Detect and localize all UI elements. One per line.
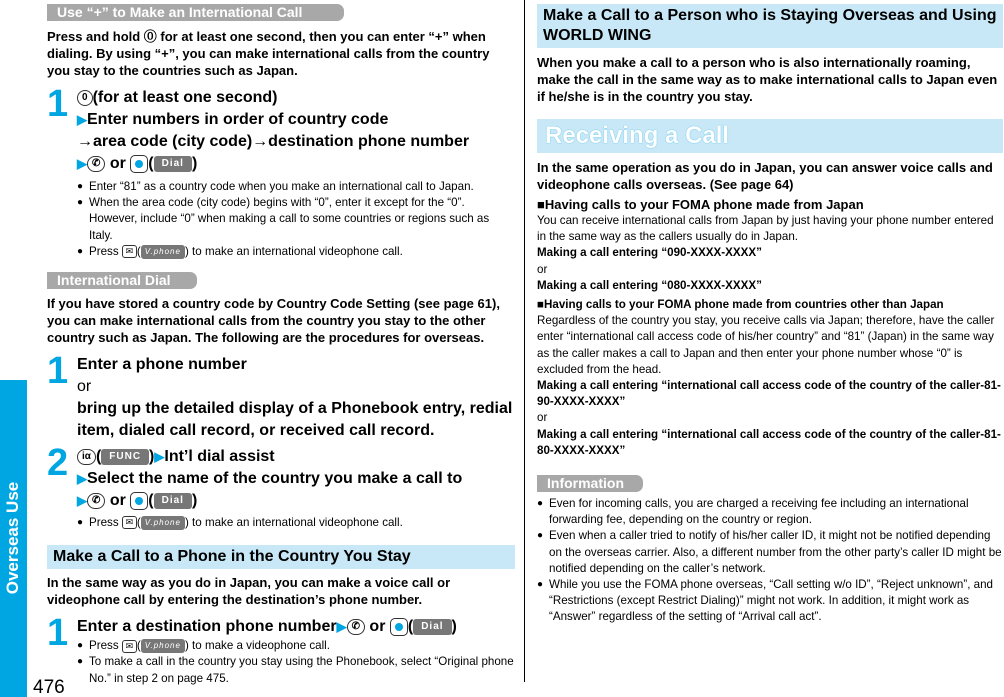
arrow-icon: ▶ (154, 449, 165, 465)
dial-softkey-icon: Dial (154, 493, 192, 509)
bullet: ● Press ✉ ( V.phone ) to make a videophone call. (77, 638, 515, 654)
bullet: ● To make a call in the country you stay using the Phonebook, select “Original phone No.” in step 2 on page 475. (77, 654, 515, 686)
example-line: Making a call entering “international call access code of the country of the caller-81-80-XXXX-XXXX” (537, 427, 1001, 457)
vphone-softkey-icon: V.phone (141, 245, 185, 259)
section-intro: Press and hold ⓪ for at least one second, then you can enter “+” when dialing. By using “+”, you can make international calls from the country you stay to the countries such as Japan. (47, 29, 490, 78)
bullet-text: Press (89, 516, 122, 530)
step-text: (for at least one second) (92, 89, 278, 106)
bullet: ● Even when a caller tried to notify of his/her caller ID, it might not be notified depending on the overseas carrier. Also, a different number from the other party’s caller ID might be notified depending on the caller’s network. (537, 528, 1003, 577)
page-number: 476 (33, 677, 65, 697)
column-divider (524, 0, 525, 682)
or-text: or (109, 492, 126, 510)
section-heading-world-wing: Make a Call to a Person who is Staying Overseas and Using WORLD WING (537, 4, 1003, 48)
arrow-icon: ▶ (77, 471, 87, 487)
section-intro: If you have stored a country code by Country Code Setting (see page 61), you can make international calls from the country you stay to the other country such as Japan. The following are the procedures for overseas. (47, 296, 500, 346)
mail-key-icon: ✉ (122, 245, 137, 258)
vphone-softkey-icon: V.phone (141, 516, 185, 530)
side-tab-label: Overseas Use (3, 481, 22, 595)
step-number: 2 (47, 442, 69, 485)
call-key-icon: ✆ (87, 156, 105, 172)
zero-key-icon: 0 (77, 90, 93, 106)
func-softkey-icon: FUNC (101, 449, 149, 465)
mail-key-icon: ✉ (122, 640, 137, 653)
bullet: ● Press ✉ ( V.phone ) to make an international videophone call. (77, 244, 515, 260)
vphone-softkey-icon: V.phone (141, 639, 185, 653)
info-heading: Information (537, 475, 643, 492)
center-key-icon (130, 492, 148, 510)
section-heading-country-stay: Make a Call to a Phone in the Country You Stay (47, 545, 515, 569)
arrow-icon: ▶ (77, 493, 87, 509)
bullet-text: Press (89, 639, 122, 653)
mail-key-icon: ✉ (122, 516, 137, 529)
or-text: or (537, 262, 548, 276)
paragraph: Regardless of the country you stay, you receive calls via Japan; therefore, have the caller enter “international call access code of his/her country” and “81” (Japan) in the same way as the caller makes a call to Japan and then enter your phone number whose “0” is excluded from the head. (537, 314, 995, 376)
arrow-icon: ▶ (77, 112, 87, 127)
step-text: Select the name of the country you make a call to (87, 470, 463, 488)
subheading: ■Having calls to your FOMA phone made from Japan (537, 197, 864, 212)
step-number: 1 (47, 83, 69, 125)
step-number: 1 (47, 350, 69, 393)
right-column (537, 0, 1003, 626)
i-mode-key-icon: iα (77, 449, 96, 465)
example-line: Making a call entering “080-XXXX-XXXX” (537, 278, 762, 292)
step-1: 1 Enter a destination phone number▶ ✆ or ( Dial ) ● Press ✉ ( V.phone ) to make a videophone call. ● To make a call in the country you stay using the Phonebook, select “Original phone No.” in step 2 on page 475. (47, 616, 515, 687)
bullet-text: to make an international videophone call. (188, 244, 403, 258)
or-text: or (109, 155, 126, 172)
bullet: ● Press ✉ ( V.phone ) to make an international videophone call. (77, 515, 515, 531)
section-heading-intl-dial: International Dial (47, 272, 197, 289)
info-list (537, 496, 1003, 626)
example-line: Making a call entering “090-XXXX-XXXX” (537, 246, 762, 260)
call-key-icon: ✆ (87, 493, 105, 509)
section-intro: In the same operation as you do in Japan, you can answer voice calls and videophone calls overseas. (See page 64) (537, 160, 993, 192)
or-text: or (77, 378, 92, 396)
step-text: Enter a phone number (77, 356, 247, 374)
dial-softkey-icon: Dial (154, 156, 192, 172)
center-key-icon (130, 155, 148, 173)
step-number: 1 (47, 612, 69, 655)
section-intro: When you make a call to a person who is also internationally roaming, make the call in the same way as to make international calls to Japan even if he/she is in the country you stay. (537, 55, 998, 104)
subheading: ■Having calls to your FOMA phone made from countries other than Japan (537, 298, 944, 312)
section-heading-plus: Use “+” to Make an International Call (47, 4, 344, 21)
step-2: 2 iα ( FUNC )▶Int’l dial assist ▶Select the name of the country you make a call to ▶ ✆ or ( Dial ) ● Press ✉ ( V.phone ) to make an international videophone call. (47, 446, 515, 531)
bullet-text: to make an international videophone call. (188, 516, 403, 530)
call-key-icon: ✆ (347, 619, 365, 635)
step-1: 1 0 (for at least one second) ▶Enter numbers in order of country code →area code (city code)→destination phone number ▶ ✆ or ( Dial ) ● Enter “81” as a country code when you make an international call to Japan. ● When the area code (city code) begins with “0”, enter it except for the “0”. However, include “0” when making a call to some countries or regions such as Italy. ● Press ✉ ( V.phone ) to make an international videophone call. (47, 87, 515, 260)
arrow-icon: ▶ (336, 619, 347, 635)
step-text: →area code (city code)→destination phone number (77, 133, 470, 150)
step-text: Enter a destination phone number (77, 618, 337, 636)
section-intro: In the same way as you do in Japan, you can make a voice call or videophone call by entering the destination’s phone number. (47, 575, 451, 608)
step-1 (47, 350, 515, 442)
example-line: Making a call entering “international call access code of the country of the caller-81-90-XXXX-XXXX” (537, 379, 1001, 409)
bullet-text: Press (89, 244, 122, 258)
arrow-icon: ▶ (77, 156, 87, 171)
bullet: ● Even for incoming calls, you are charged a receiving fee including an international forwarding fee, depending on the country or region. (537, 496, 1003, 528)
or-text: or (369, 618, 386, 636)
bullet: ● While you use the FOMA phone overseas, “Call setting w/o ID”, “Reject unknown”, and “Restrictions (except Restrict Dialing)” might not work. In addition, it might work as “Answer” regardless of the setting of “Arrival call act”. (537, 577, 1003, 626)
bullet-text: to make a videophone call. (188, 639, 330, 653)
section-heading-receiving (537, 119, 1003, 153)
bullet: ● When the area code (city code) begins with “0”, enter it except for the “0”. However, include “0” when making a call to some countries or regions such as Italy. (77, 195, 515, 244)
bullet: ● Enter “81” as a country code when you make an international call to Japan. (77, 179, 515, 195)
dial-softkey-icon: Dial (413, 619, 451, 635)
step-text: Enter numbers in order of country code (87, 111, 389, 128)
step-text: Int’l dial assist (164, 448, 275, 466)
left-column (47, 0, 515, 687)
step-text: bring up the detailed display of a Phonebook entry, redial item, dialed call record, or received call record. (77, 400, 513, 440)
or-text: or (537, 411, 548, 425)
heading-text: Receiving a Call (545, 122, 730, 149)
center-key-icon (390, 618, 408, 636)
paragraph: You can receive international calls from Japan by just having your phone number entered in the same way as the callers usually do in Japan. (537, 214, 994, 244)
